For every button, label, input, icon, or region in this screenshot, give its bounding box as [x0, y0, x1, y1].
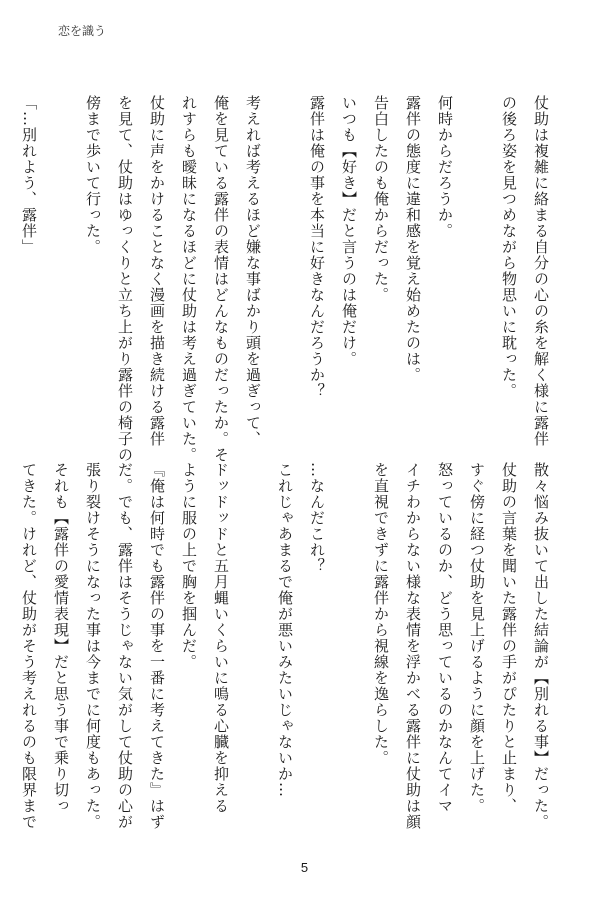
bottom-text-line — [237, 462, 269, 837]
running-header: 恋を識う — [58, 24, 107, 38]
top-text-line: 仗助に声をかけることなく漫画を描き続ける露伴 — [148, 95, 166, 447]
top-text-line — [461, 95, 493, 440]
bottom-text-line: てきた。けれど、仗助がそう考えれるのも限界まで — [20, 462, 38, 830]
top-text-line: 傍まで歩いて行った。 — [84, 95, 102, 255]
page-number: 5 — [300, 860, 309, 875]
bottom-text-line: 張り裂けそうになった事は今までに何度もあった。 — [84, 462, 102, 830]
bottom-text-line: 散々悩み抜いて出した結論が【別れる事】だった。 — [532, 462, 550, 830]
bottom-text-line: ドッドッドと五月蝿いくらいに鳴る心臓を抑える — [212, 462, 230, 814]
top-text-line: 告白したのも俺からだった。 — [372, 95, 390, 303]
bottom-text-line: だ。でも、露伴はそうじゃない気がして仗助の心が — [116, 462, 134, 830]
bottom-text-line: 仗助の言葉を聞いた露伴の手がぴたりと止まり、 — [500, 462, 518, 814]
bottom-text-line: それも【露伴の愛情表現】だと思う事で乗り切っ — [52, 462, 70, 814]
bottom-text-line: ように服の上で胸を掴んだ。 — [180, 462, 198, 670]
top-text-line: 仗助は複雑に絡まる自分の心の糸を解く様に露伴 — [532, 95, 550, 447]
text-block-top — [13, 95, 557, 463]
bottom-text-line: 怒っているのか、どう思っているのかなんてイマ — [436, 462, 454, 814]
bottom-text-line: を直視できずに露伴から視線を逸らした。 — [372, 462, 390, 766]
top-text-line: 考えれば考えるほど嫌な事ばかり頭を過ぎって、 — [244, 95, 262, 447]
bottom-text-line: 『俺は何時でも露伴の事を一番に考えてきた』はず — [148, 462, 166, 830]
top-text-line: れすらも曖昧になるほどに仗助は考え過ぎていた。 — [180, 95, 198, 463]
bottom-text-line: すぐ傍に経つ仗助を見上げるように顔を上げた。 — [468, 462, 486, 814]
top-text-line: 俺を見ている露伴の表情はどんなものだったか。そ — [212, 95, 230, 463]
top-text-line — [45, 95, 77, 440]
bottom-text-line — [333, 462, 365, 837]
top-text-line: の後ろ姿を見つめながら物思いに耽った。 — [500, 95, 518, 399]
top-text-line: を見て、仗助はゆっくりと立ち上がり露伴の椅子の — [116, 95, 134, 463]
bottom-text-line: これじゃあまるで俺が悪いみたいじゃないか… — [276, 462, 294, 798]
bottom-text-line: イチわからない様な表情を浮かべる露伴に仗助は顔 — [404, 462, 422, 830]
top-text-line: 何時からだろうか。 — [436, 95, 454, 239]
top-text-line: いつも【好き】だと言うのは俺だけ。 — [340, 95, 358, 367]
top-text-line — [269, 95, 301, 440]
text-block-bottom — [13, 462, 557, 837]
top-text-line: 「…別れよう、露伴」 — [20, 95, 38, 255]
bottom-text-line: …なんだこれ？ — [308, 462, 326, 574]
top-text-line: 露伴は俺の事を本当に好きなんだろうか？ — [308, 95, 326, 399]
top-text-line: 露伴の態度に違和感を覚え始めたのは。 — [404, 95, 422, 383]
